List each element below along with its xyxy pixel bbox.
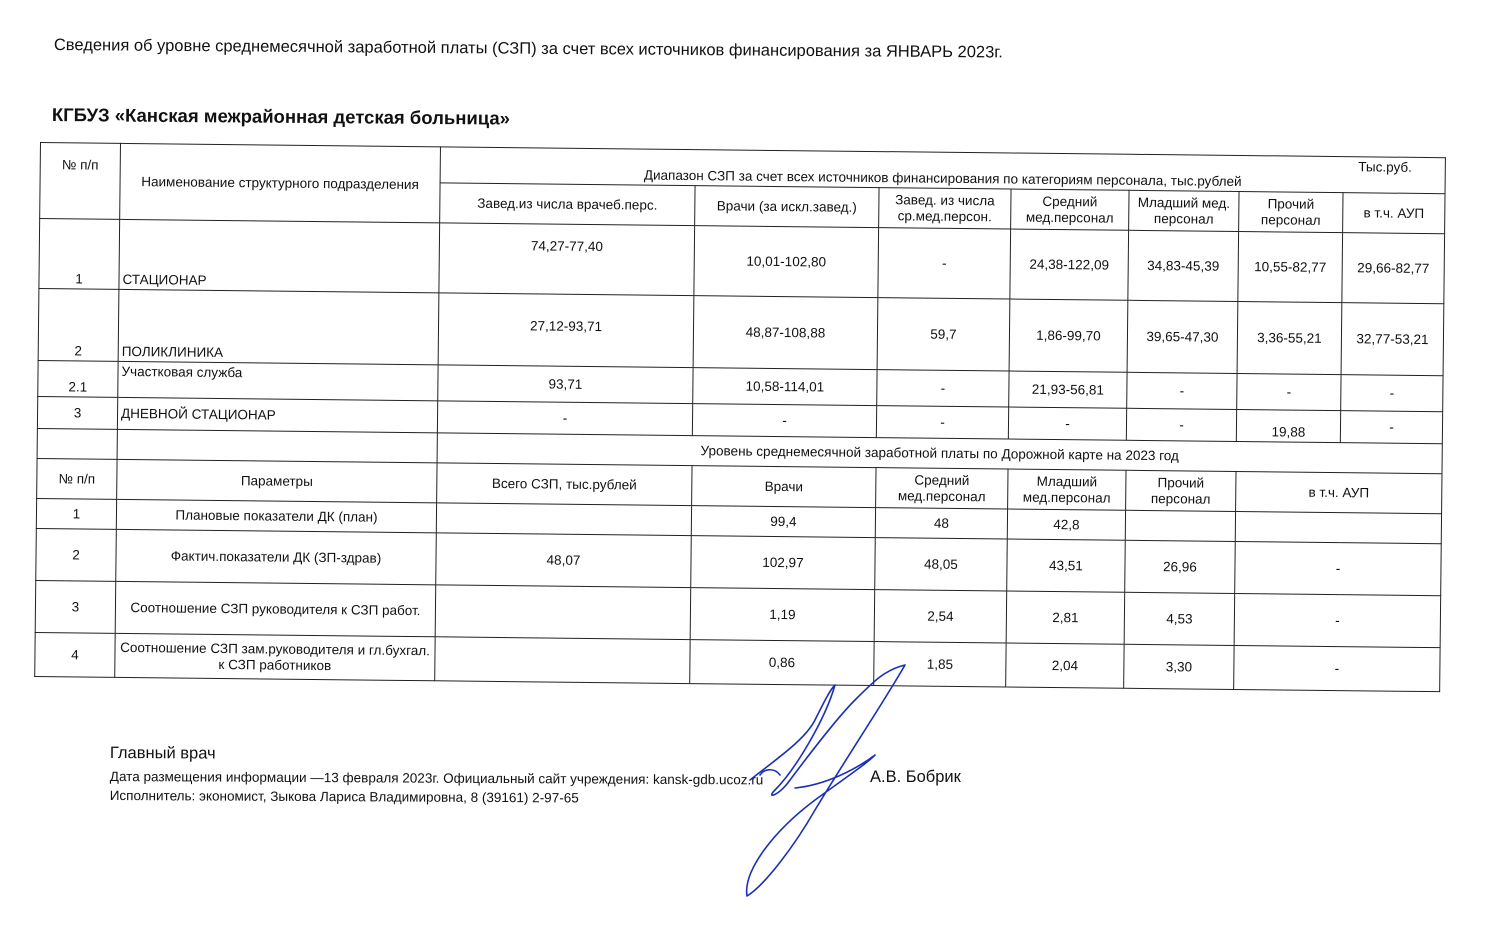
cell-value: 19,88 xyxy=(1236,409,1340,442)
row-num: 2 xyxy=(36,529,117,582)
salary-table xyxy=(34,142,1445,692)
signer-position: Главный врач xyxy=(109,744,216,763)
cell-value xyxy=(435,637,690,684)
cell-value: - xyxy=(1008,407,1126,440)
col-header-doctors-2: Врачи xyxy=(692,466,876,508)
cell-value: 1,19 xyxy=(690,588,875,642)
col-header-junior-2: Младший мед.персонал xyxy=(1008,469,1126,510)
cell-value xyxy=(1235,511,1441,543)
cell-value: - xyxy=(437,401,692,436)
cell-value: 43,51 xyxy=(1007,539,1126,592)
col-header-admin-staff: в т.ч. АУП xyxy=(1343,193,1446,234)
row-num: 4 xyxy=(35,633,115,678)
cell-value: 32,77-53,21 xyxy=(1341,303,1444,376)
cell-value: - xyxy=(1237,373,1341,410)
cell-value: 34,83-45,39 xyxy=(1128,230,1239,301)
cell-value: 48 xyxy=(875,508,1007,539)
footer xyxy=(110,744,764,806)
cell-value: - xyxy=(876,406,1008,439)
row-num: 3 xyxy=(35,581,116,634)
cell-value: 1,86-99,70 xyxy=(1009,299,1128,372)
col-header-params: Параметры xyxy=(117,459,437,502)
cell-value: 3,36-55,21 xyxy=(1237,302,1342,375)
col-header-doctors: Врачи (за искл.завед.) xyxy=(695,186,879,228)
executor-line: Исполнитель: экономист, Зыкова Лариса Владимировна, 8 (39161) 2-97-65 xyxy=(109,787,579,806)
cell-value: 48,05 xyxy=(875,538,1008,591)
row-num: 2.1 xyxy=(38,361,118,398)
signer-name: А.В. Бобрик xyxy=(870,768,961,786)
cell-value: - xyxy=(1126,408,1236,441)
handwritten-signature xyxy=(735,660,955,900)
col-header-total: Всего СЗП, тыс.рублей xyxy=(437,463,692,506)
col-header-junior-staff: Младший мед. персонал xyxy=(1129,190,1239,231)
range-header-label: Диапазон СЗП за счет всех источников финансирования по категориям персонала, тыс.рублей xyxy=(643,167,1242,189)
roadmap-title: Уровень среднемесячной заработной платы по Дорожной карте на 2023 год xyxy=(437,433,1442,474)
cell-value: 2,54 xyxy=(874,590,1007,643)
col-header-num: № п/п xyxy=(40,143,121,220)
col-header-num-2: № п/п xyxy=(37,459,117,500)
cell-value: 3,30 xyxy=(1124,644,1234,689)
cell-value: 1,85 xyxy=(874,642,1006,687)
row-num: 1 xyxy=(36,499,116,530)
cell-value: 93,71 xyxy=(438,365,693,404)
cell-value: 74,27-77,40 xyxy=(439,223,695,296)
row-name: Соотношение СЗП зам.руководителя и гл.бухгал. к СЗП работников xyxy=(115,633,435,680)
cell-value: 21,93-56,81 xyxy=(1009,371,1127,408)
row-name: Участковая служба xyxy=(118,361,438,400)
cell-value: - xyxy=(1341,375,1443,412)
row-num: 3 xyxy=(37,397,117,430)
cell-value: - xyxy=(1340,411,1442,444)
col-header-nurses-2: Средний мед.персонал xyxy=(876,468,1008,509)
col-header-head-doctors: Завед.из числа врачеб.перс. xyxy=(440,183,695,226)
row-num: 2 xyxy=(38,289,119,362)
row-name: ПОЛИКЛИНИКА xyxy=(118,289,439,364)
cell-value: 48,87-108,88 xyxy=(693,296,878,370)
cell-value: - xyxy=(692,404,876,438)
col-header-nurses: Средний мед.персонал xyxy=(1011,189,1129,230)
organization-name: КГБУЗ «Канская межрайонная детская больница» xyxy=(51,104,511,129)
row-name: Соотношение СЗП руководителя к СЗП работ. xyxy=(115,581,436,636)
cell-value: - xyxy=(1234,593,1441,647)
row-name: ДНЕВНОЙ СТАЦИОНАР xyxy=(117,397,437,432)
cell-value: 10,55-82,77 xyxy=(1238,232,1343,303)
cell-value: - xyxy=(877,370,1009,407)
cell-value: 2,81 xyxy=(1006,591,1125,644)
row-name: Фактич.показатели ДК (ЗП-здрав) xyxy=(116,529,437,584)
cell-value: 102,97 xyxy=(691,536,876,590)
cell-value: 24,38-122,09 xyxy=(1010,229,1129,300)
cell-value: 42,8 xyxy=(1007,509,1125,540)
row-num: 1 xyxy=(39,219,120,290)
cell-value: 0,86 xyxy=(690,640,874,686)
col-header-other-staff: Прочий персонал xyxy=(1239,192,1343,233)
cell-value: - xyxy=(1127,372,1237,409)
cell-value: - xyxy=(1234,645,1441,691)
cell-value: 26,96 xyxy=(1125,540,1236,593)
cell-value: 99,4 xyxy=(691,506,875,538)
cell-value xyxy=(435,585,691,640)
col-header-other-2: Прочий персонал xyxy=(1126,470,1236,511)
cell-value: 10,01-102,80 xyxy=(694,226,879,298)
col-header-head-nurses: Завед. из числа ср.мед.персон. xyxy=(879,188,1011,229)
cell-value: 2,04 xyxy=(1006,643,1124,688)
cell-value xyxy=(1125,510,1235,541)
cell-value: 27,12-93,71 xyxy=(438,293,694,368)
cell-value: 48,07 xyxy=(436,533,692,588)
cell-value: 29,66-82,77 xyxy=(1342,233,1445,304)
row-name: Плановые показатели ДК (план) xyxy=(116,499,436,532)
col-header-admin-2: в т.ч. АУП xyxy=(1236,471,1443,513)
document-title: Сведения об уровне среднемесячной заработной платы (СЗП) за счет всех источников финансирования за ЯНВАРЬ 2023г. xyxy=(53,36,1003,62)
cell-value: 39,65-47,30 xyxy=(1127,300,1238,373)
row-name: СТАЦИОНАР xyxy=(119,219,440,292)
unit-label: Тыс.руб. xyxy=(1358,159,1412,175)
cell-value: 10,58-114,01 xyxy=(693,368,877,406)
publication-date-line: Дата размещения информации —13 февраля 2023г. Официальный сайт учреждения: kansk-gdb.ucoz.ru xyxy=(109,768,764,788)
col-header-unit-name: Наименование структурного подразделения xyxy=(120,143,441,222)
cell-value: - xyxy=(1235,541,1442,595)
cell-value: - xyxy=(878,228,1011,299)
cell-value xyxy=(436,503,691,536)
cell-value: 4,53 xyxy=(1124,592,1235,645)
cell-value: 59,7 xyxy=(877,298,1010,371)
